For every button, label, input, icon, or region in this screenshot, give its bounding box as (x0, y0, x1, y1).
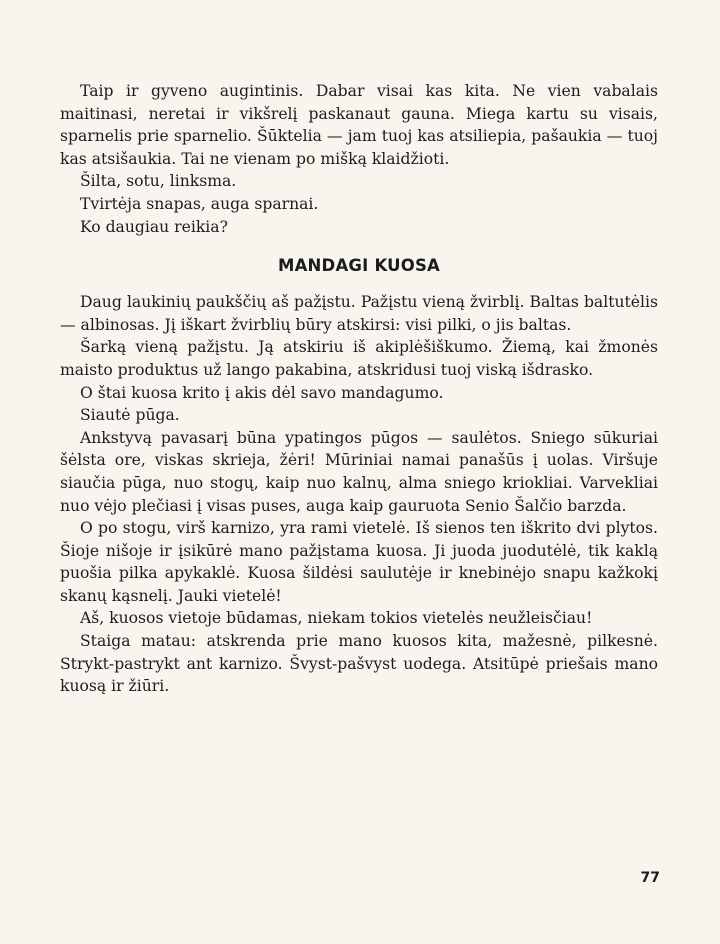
page-content (60, 80, 658, 698)
paragraph: Staiga matau: atskrenda prie mano kuosos kita, mažesnė, pilkesnė. Strykt-pastrykt ant karnizo. Švyst-pašvyst uodega. Atsitūpė priešais mano kuosą ir žiūri. (60, 632, 658, 696)
paragraph: Ko daugiau reikia? (80, 217, 228, 236)
story-body (60, 291, 658, 698)
paragraph: Aš, kuosos vietoje būdamas, niekam tokios vietelės neužleisčiau! (80, 609, 593, 628)
paragraph: Taip ir gyveno augintinis. Dabar visai kas kita. Ne vien vabalais maitinasi, neretai ir vikšrelį paskanaut gauna. Miega kartu su visais, sparnelis prie sparnelio. Šūktelia — jam tuoj kas atsiliepia, pašaukia — tuoj kas atsišaukia. Tai ne vienam po mišką klaidžioti. (60, 82, 658, 168)
paragraph: Šilta, sotu, linksma. (80, 172, 237, 191)
paragraph: Tvirtėja snapas, auga sparnai. (80, 194, 319, 213)
story-title: MANDAGI KUOSA (277, 256, 441, 276)
story-ending (60, 80, 658, 238)
paragraph: O po stogu, virš karnizo, yra rami vietelė. Iš sienos ten iškrito dvi plytos. Šioje nišoje ir įsikūrė mano pažįstama kuosa. Ji juoda juodutėlė, tik kaklą puošia pilka apykaklė. Kuosa šildėsi saulutėje ir knebinėjo snapu kažkokį skanų kąsnelį. Jauki vietelė! (60, 519, 658, 605)
paragraph: O štai kuosa krito į akis dėl savo mandagumo. (80, 383, 444, 402)
paragraph: Ankstyvą pavasarį būna ypatingos pūgos — saulėtos. Sniego sūkuriai šėlsta ore, viskas skrieja, žėri! Mūriniai namai panašūs į uolas. Viršuje siaučia pūga, nuo stogų, kaip nuo kalnų, alma sniego kriokliai. Varvekliai nuo vėjo plečiasi į visas puses, auga kaip gauruota Senio Šalčio barzda. (60, 428, 658, 515)
page-number: 77 (640, 870, 660, 886)
paragraph: Daug laukinių paukščių aš pažįstu. Pažįstu vieną žvirblį. Baltas baltutėlis — albinosas. Jį iškart žvirblių būry atskirsi: visi pilki, o jis baltas. (60, 293, 658, 334)
paragraph: Siautė pūga. (80, 406, 180, 425)
paragraph: Šarką vieną pažįstu. Ją atskiriu iš akiplėšiškumo. Žiemą, kai žmonės maisto produktus už lango pakabina, atskridusi tuoj viską išdrasko. (60, 338, 658, 379)
